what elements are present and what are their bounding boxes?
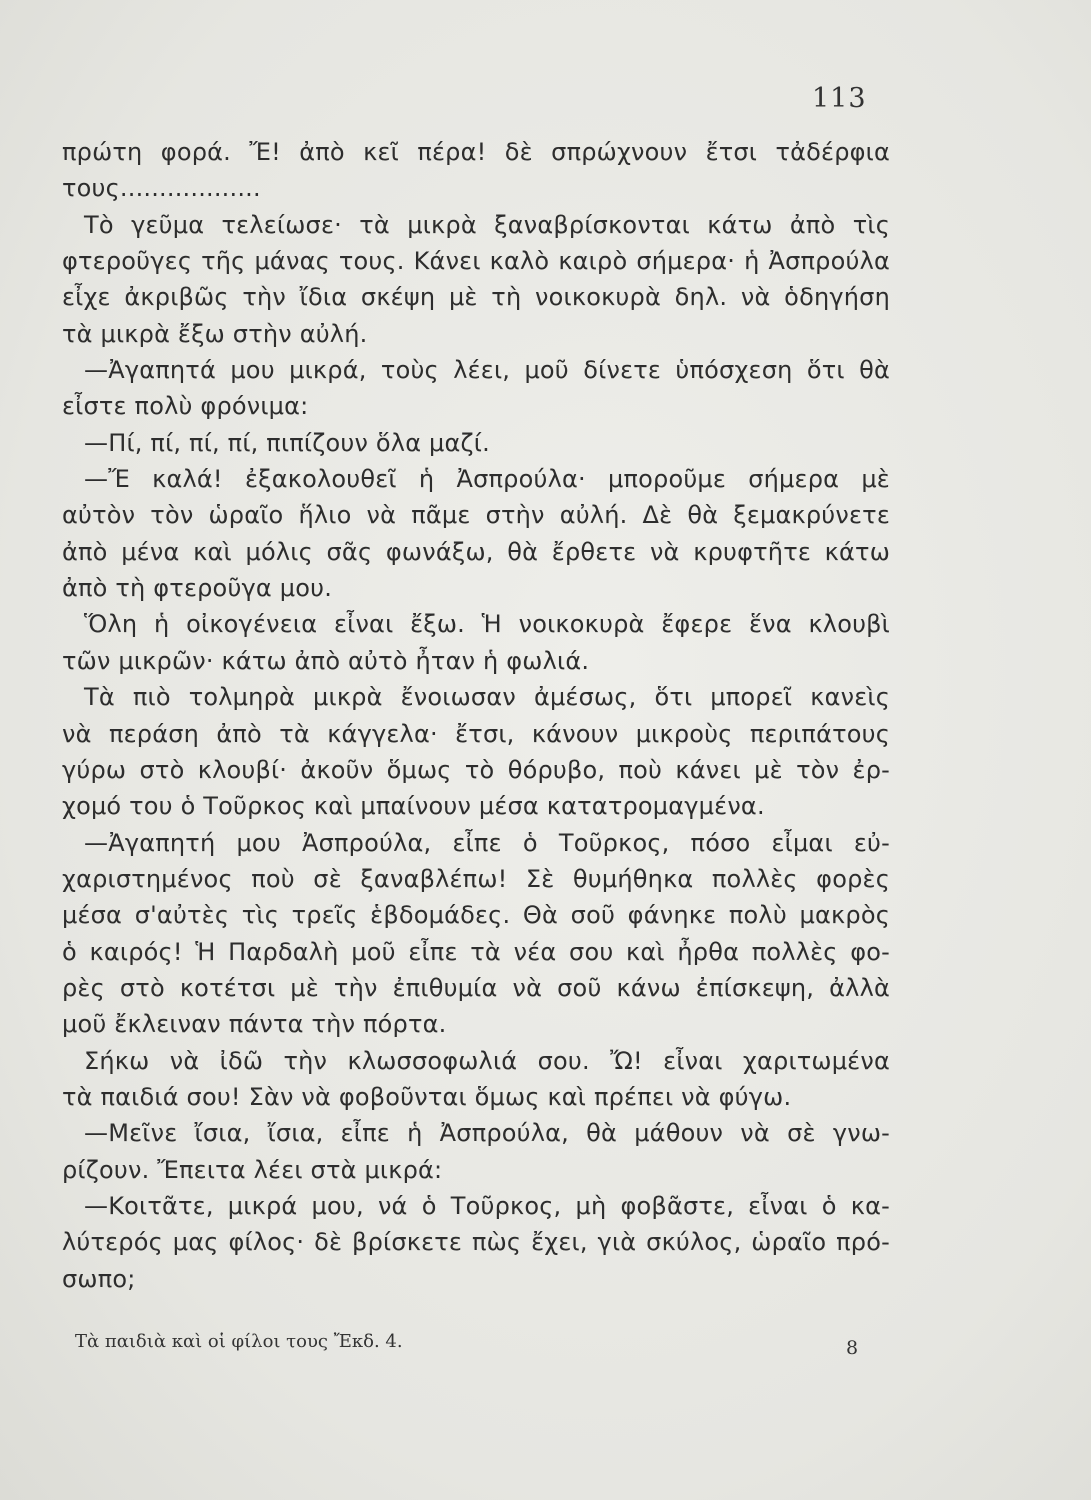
text-line: χαριστημένος ποὺ σὲ ξαναβλέπω! Σὲ θυμήθηκα πολλὲς φορὲς [62, 864, 890, 893]
text-line: Ὅλη ἡ οἰκογένεια εἶναι ἔξω. Ἡ νοικοκυρὰ ἔφερε ἕνα κλουβὶ [84, 610, 890, 639]
signature-mark: 8 [846, 1337, 859, 1359]
body-text [62, 134, 890, 1297]
text-line: τὰ μικρὰ ἔξω στὴν αὐλή. [62, 319, 368, 348]
text-line: ἀπὸ τὴ φτεροῦγα μου. [62, 574, 333, 603]
text-line: πρώτη φορά. Ἔ! ἀπὸ κεῖ πέρα! δὲ σπρώχνουν ἔτσι τἀδέρφια [62, 138, 890, 166]
text-line: σωπο; [62, 1264, 136, 1293]
text-line: —Ἀγαπητή μου Ἀσπρούλα, εἶπε ὁ Τοῦρκος, πόσο εἶμαι εὐ- [84, 828, 890, 857]
text-line: εἶστε πολὺ φρόνιμα: [62, 392, 309, 421]
text-line: ρὲς στὸ κοτέτσι μὲ τὴν ἐπιθυμία νὰ σοῦ κάνω ἐπίσκεψη, ἀλλὰ [62, 973, 890, 1002]
text-line: τῶν μικρῶν· κάτω ἀπὸ αὐτὸ ἦταν ἡ φωλιά. [62, 646, 590, 675]
text-line: ὁ καιρός! Ἡ Παρδαλὴ μοῦ εἶπε τὰ νέα σου καὶ ἦρθα πολλὲς φο- [62, 937, 890, 966]
text-line: Τὰ πιὸ τολμηρὰ μικρὰ ἔνοιωσαν ἀμέσως, ὅτι μπορεῖ κανεὶς [84, 683, 890, 712]
text-line: μέσα σ'αὐτὲς τὶς τρεῖς ἑβδομάδες. Θὰ σοῦ φάνηκε πολὺ μακρὸς [62, 901, 890, 930]
text-line: ἀπὸ μένα καὶ μόλις σᾶς φωνάξω, θὰ ἔρθετε νὰ κρυφτῆτε κάτω [62, 537, 890, 566]
text-line: εἶχε ἀκριβῶς τὴν ἴδια σκέψη μὲ τὴ νοικοκυρὰ δηλ. νὰ ὁδηγήση [62, 283, 890, 312]
text-line: —Ἀγαπητά μου μικρά, τοὺς λέει, μοῦ δίνετε ὑπόσχεση ὅτι θὰ [84, 356, 890, 385]
text-line: —Ἔ καλά! ἐξακολουθεῖ ἡ Ἀσπρούλα· μποροῦμε σήμερα μὲ [84, 465, 890, 494]
text-line: —Κοιτᾶτε, μικρά μου, νά ὁ Τοῦρκος, μὴ φοβᾶστε, εἶναι ὁ κα- [84, 1191, 890, 1220]
text-line: —Μεῖνε ἴσια, ἴσια, εἶπε ἡ Ἀσπρούλα, θὰ μάθουν νὰ σὲ γνω- [84, 1119, 890, 1148]
text-line: τους.................. [62, 174, 261, 203]
text-line: ρίζουν. Ἔπειτα λέει στὰ μικρά: [62, 1155, 443, 1184]
text-line: τὰ παιδιά σου! Σὰν νὰ φοβοῦνται ὅμως καὶ πρέπει νὰ φύγω. [62, 1082, 792, 1111]
text-line: λύτερός μας φίλος· δὲ βρίσκετε πὼς ἔχει, γιὰ σκύλος, ὡραῖο πρό- [62, 1228, 890, 1257]
page-number: 113 [812, 83, 867, 114]
text-line: αὐτὸν τὸν ὡραῖο ἥλιο νὰ πᾶμε στὴν αὐλή. Δὲ θὰ ξεμακρύνετε [62, 501, 890, 530]
footer-book-title: Τὰ παιδιὰ καὶ οἱ φίλοι τους Ἔκδ. 4. [75, 1331, 403, 1352]
text-line: χομό του ὁ Τοῦρκος καὶ μπαίνουν μέσα κατατρομαγμένα. [62, 792, 765, 821]
text-line: Τὸ γεῦμα τελείωσε· τὰ μικρὰ ξαναβρίσκονται κάτω ἀπὸ τὶς [84, 210, 890, 239]
text-line: νὰ περάση ἀπὸ τὰ κάγγελα· ἔτσι, κάνουν μικροὺς περιπάτους [62, 719, 890, 748]
text-line: γύρω στὸ κλουβί· ἀκοῦν ὅμως τὸ θόρυβο, ποὺ κάνει μὲ τὸν ἐρ- [62, 755, 890, 784]
text-line: Σήκω νὰ ἰδῶ τὴν κλωσσοφωλιά σου. Ὤ! εἶναι χαριτωμένα [84, 1046, 890, 1075]
text-line: μοῦ ἔκλειναν πάντα τὴν πόρτα. [62, 1010, 447, 1039]
text-line: —Πί, πί, πί, πί, πιπίζουν ὅλα μαζί. [84, 428, 490, 457]
text-line: φτεροῦγες τῆς μάνας τους. Κάνει καλὸ καιρὸ σήμερα· ἡ Ἀσπρούλα [62, 247, 890, 276]
